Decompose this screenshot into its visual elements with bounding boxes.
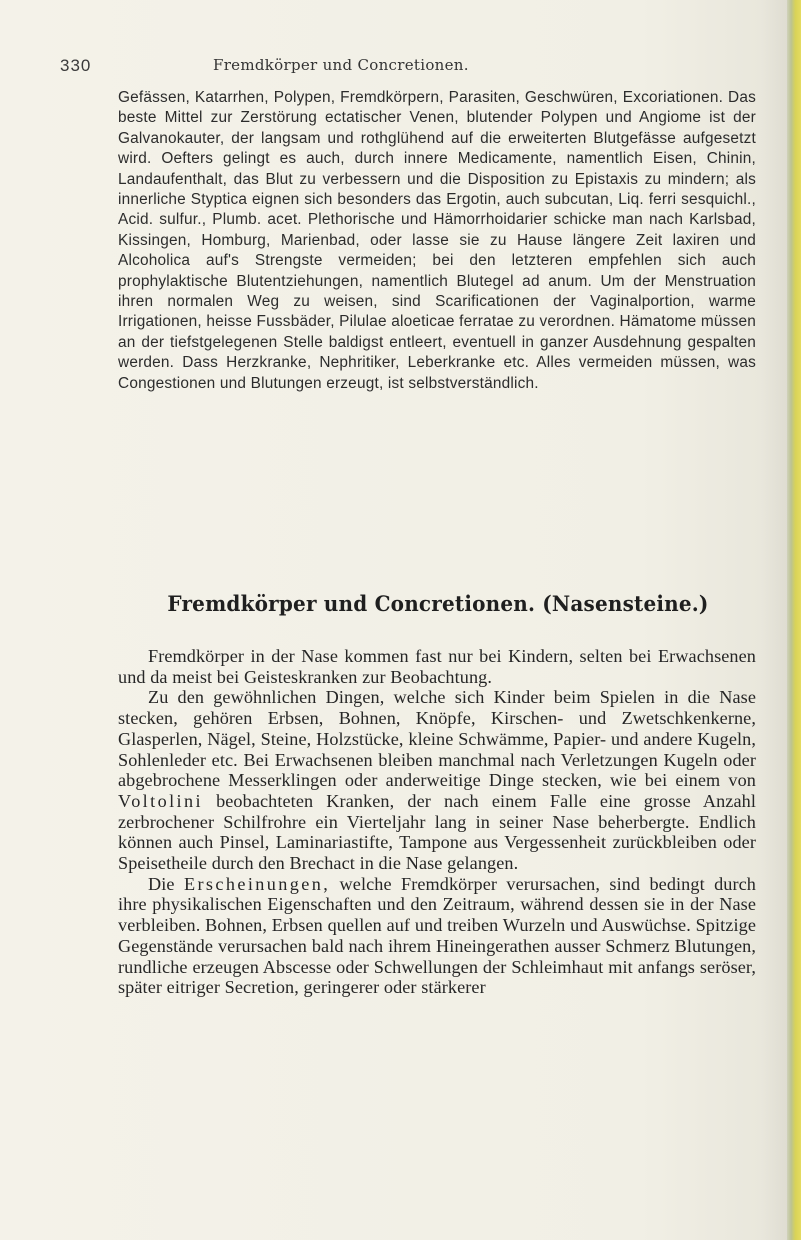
paragraph-2-text-after: beobachteten Kranken, der nach einem Falle eine grosse Anzahl zerbrochener Schilfrohre ein Vierteljahr lang in seiner Nase beherbergte. Endlich können auch Pinsel, Laminariastifte, Tampone aus Vergessenheit zurückbleiben oder Speisetheile durch den Brechact in die Nase gelangen. (118, 790, 757, 874)
term-erscheinungen: Erscheinungen, (183, 873, 331, 894)
paragraph-3-text: welche Fremdkörper verursachen, sind bedingt durch ihre physikalischen Eigenschaften und den Zeitraum, während dessen sie in der Nase verbleiben. Bohnen, Erbsen quellen auf und treiben Wurzeln und Auswüchse. Spitzige Gegenstände verursachen bald nach ihrem Hineingerathen ausser Schmerz Blutungen, rundliche erzeugen Abscesse oder Schwellungen der Schleimhaut mit anfangs seröser, später eitriger Secretion, geringerer oder stärkerer (118, 873, 756, 998)
section-paragraph-2 (118, 687, 756, 873)
section-body (118, 646, 756, 998)
continued-paragraph: Gefässen, Katarrhen, Polypen, Fremdkörpern, Parasiten, Geschwüren, Excoriationen. Das beste Mittel zur Zerstörung ectatischer Venen, blutender Polypen und Angiome ist der Galvanokauter, der langsam und rothglühend auf die erweiterten Blutgefässe aufgesetzt wird. Oefters gelingt es auch, durch innere Medicamente, namentlich Eisen, Chinin, Landaufenthalt, das Blut zu verbessern und die Disposition zu Epistaxis zu mindern; als innerliche Styptica eignen sich besonders das Ergotin, auch subcutan, Liq. ferri sesquichl., Acid. sulfur., Plumb. acet. Plethorische und Hämorrhoidarier schicke man nach Karlsbad, Kissingen, Homburg, Marienbad, oder lasse sie zu Hause längere Zeit laxiren und Alcoholica auf's Strengste vermeiden; bei den letzteren empfehlen sich auch prophylaktische Blutentziehungen, namentlich Blutegel ad anum. Um der Menstruation ihren normalen Weg zu weisen, sind Scarificationen der Vaginalportion, warme Irrigationen, heisse Fussbäder, Pilulae aloeticae ferratae zu verordnen. Hämatome müssen an der tiefstgelegenen Stelle baldigst entleert, eventuell in ganzer Ausdehnung gespalten werden. Dass Herzkranke, Nephritiker, Leberkranke etc. Alles vermeiden müssen, was Congestionen und Blutungen erzeugt, ist selbstverständlich. (118, 89, 756, 392)
running-head (0, 56, 760, 78)
paragraph-3-lead: Die (148, 873, 175, 894)
page-number: 330 (60, 56, 92, 75)
running-title: Fremdkörper und Concretionen. (213, 56, 469, 74)
author-name-voltolini: Voltolini (118, 790, 203, 811)
paragraph-2-text-before: Zu den gewöhnlichen Dingen, welche sich Kinder beim Spielen in die Nase stecken, gehören Erbsen, Bohnen, Knöpfe, Kirschen- und Zwetschkenkerne, Glasperlen, Nägel, Steine, Holzstücke, kleine Schwämme, Papier- und andere Kugeln, Sohlenleder etc. Bei Erwachsenen bleiben manchmal nach Verletzungen Kugeln oder abgebrochene Messerklingen oder anderweitige Dinge stecken, wie bei einem von (118, 687, 756, 791)
continued-text-block (118, 88, 756, 394)
section-paragraph-3 (118, 874, 756, 998)
section-heading: Fremdkörper und Concretionen. (Nasensteine.) (167, 592, 709, 617)
page-edge-binding (787, 0, 801, 1240)
section-paragraph-1: Fremdkörper in der Nase kommen fast nur bei Kindern, selten bei Erwachsenen und da meist bei Geisteskranken zur Beobachtung. (118, 646, 756, 687)
